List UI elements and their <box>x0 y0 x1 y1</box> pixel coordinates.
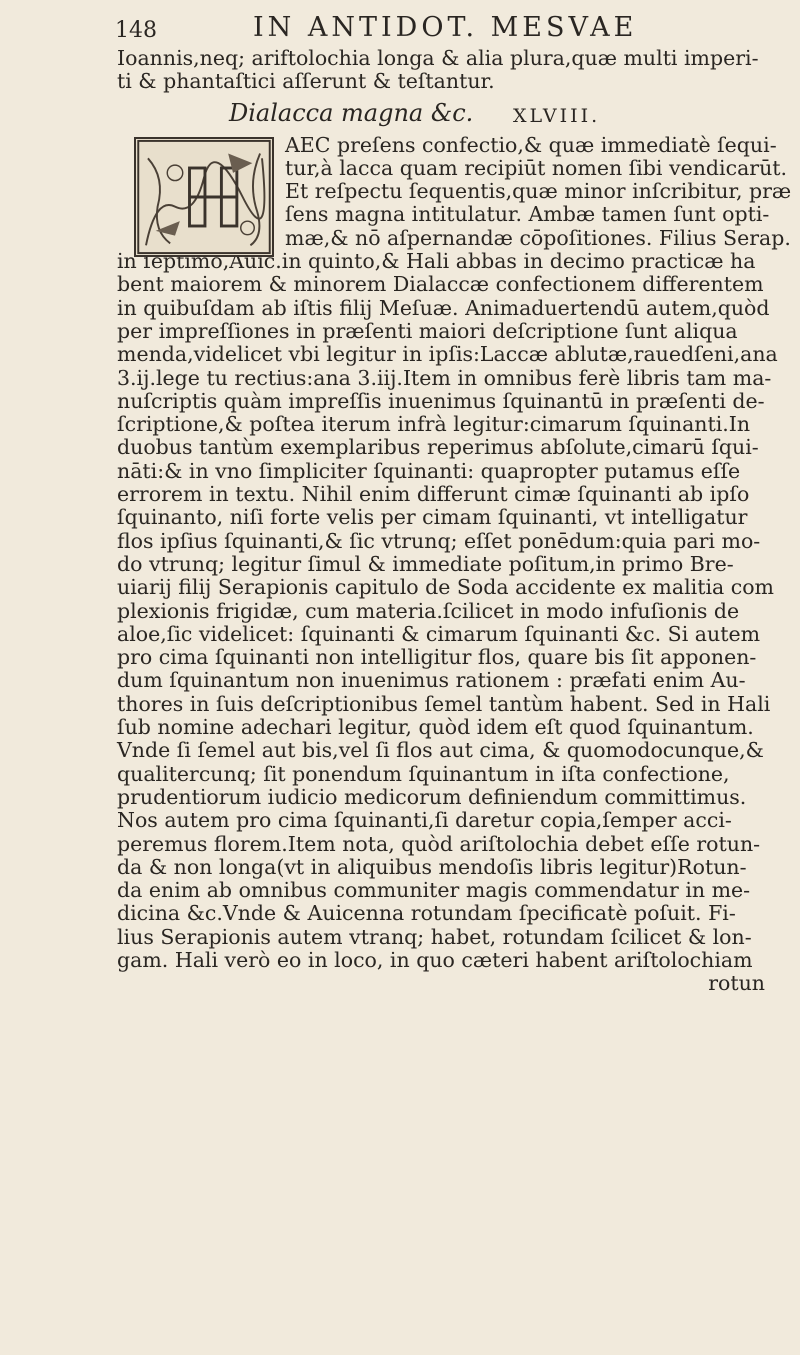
text-line: uiarij filij Serapionis capitulo de Soda accidente ex malitia com <box>117 575 775 600</box>
text-line: do vtrunq; legitur ſimul & immediate poſitum,in primo Bre- <box>117 551 734 576</box>
text-line: Nos autem pro cima ſquinanti,ſi daretur copia,ſemper acci- <box>117 808 732 833</box>
text-line: ſquinanto, niſi forte velis per cimam ſquinanti, vt intelligatur <box>117 505 748 530</box>
text-line: in ſeptimo,Auic.in quinto,& Hali abbas in decimo practicæ ha <box>117 249 756 274</box>
text-line: ſub nomine adechari legitur, quòd idem eſt quod ſquinantum. <box>117 715 754 740</box>
section-title: Dialacca magna &c. <box>229 98 474 127</box>
text-line: Vnde ſi ſemel aut bis,vel ſi flos aut cima, & quomodocunque,& <box>117 738 764 763</box>
text-line: qualitercunq; ſit ponendum ſquinantum in iſta confectione, <box>117 761 730 786</box>
text-line: mæ,& nō aſpernandæ cōpoſitiones. Filius Serap. <box>285 225 791 250</box>
text-line: plexionis frigidæ, cum materia.ſcilicet in modo infuſionis de <box>117 598 740 623</box>
decorated-initial-icon <box>134 137 274 257</box>
folio-number: 148 <box>115 18 157 43</box>
text-line: duobus tantùm exemplaribus reperimus abſolute,cimarū ſqui- <box>117 435 759 460</box>
section-heading <box>117 94 785 134</box>
text-line: bent maiorem & minorem Dialaccæ confectionem differentem <box>117 272 764 297</box>
section-number: XLVIII. <box>513 104 601 127</box>
text-line: gam. Hali verò eo in loco, in quo cæteri habent ariſtolochiam <box>117 947 753 972</box>
page-header <box>115 12 775 46</box>
text-line: 3.ij.lege tu rectius:ana 3.iij.Item in omnibus ferè libris tam ma- <box>117 365 772 390</box>
text-line: thores in ſuis deſcriptionibus ſemel tantùm habent. Sed in Hali <box>117 691 771 716</box>
dropcap-block <box>117 132 792 250</box>
text-line: da & non longa(vt in aliquibus mendoſis libris legitur)Rotun- <box>117 854 747 879</box>
text-line: da enim ab omnibus communiter magis commendatur in me- <box>117 878 751 903</box>
text-line: in quibuſdam ab iſtis filij Meſuæ. Animaduertendū autem,quòd <box>117 295 770 320</box>
text-line: flos ipſius ſquinanti,& ſic vtrunq; eſſet ponēdum:quia pari mo- <box>117 528 761 553</box>
text-line: per impreſſiones in præſenti maiori deſcriptione ſunt aliqua <box>117 318 738 343</box>
text-line: aloe,ſic videlicet: ſquinanti & cimarum ſquinanti &c. Si autem <box>117 621 761 646</box>
text-line: Ioannis,neq; ariftolochia longa & alia plura,quæ multi imperi- <box>117 46 759 70</box>
text-line: nāti:& in vno ſimpliciter ſquinanti: quapropter putamus eſſe <box>117 458 741 483</box>
text-line: peremus florem.Item nota, quòd ariſtolochia debet eſſe rotun- <box>117 831 761 856</box>
text-line: ſens magna intitulatur. Ambæ tamen ſunt opti- <box>285 202 770 227</box>
text-line: Et reſpectu ſequentis,quæ minor inſcribitur, præ <box>285 179 792 204</box>
text-line: nuſcriptis quàm impreſſis inuenimus ſquinantū in præſenti de- <box>117 388 765 413</box>
main-text <box>117 46 792 996</box>
text-line: lius Serapionis autem vtranq; habet, rotundam ſcilicet & lon- <box>117 924 752 949</box>
text-line: AEC preſens confectio,& quæ immediatè ſequi- <box>285 132 777 157</box>
text-line: menda,videlicet vbi legitur in ipſis:Laccæ ablutæ,rauedſeni,ana <box>117 342 778 367</box>
text-line: dum ſquinantum non inuenimus rationem : præfati enim Au- <box>117 668 746 693</box>
text-line: tur,à lacca quam recipiūt nomen ſibi vendicarūt. <box>285 155 788 180</box>
body-paragraph <box>117 250 785 996</box>
text-line: dicina &c.Vnde & Auicenna rotundam ſpecificatè poſuit. Fi- <box>117 901 736 926</box>
text-line: prudentiorum iudicio medicorum definiendum committimus. <box>117 784 747 809</box>
text-line: ſcriptione,& poſtea iterum infrà legitur:cimarum ſquinanti.In <box>117 412 751 437</box>
running-head: IN ANTIDOT. MESVAE <box>253 12 638 43</box>
catchword: rotun <box>708 971 765 996</box>
text-line: ti & phantaſtici aſſerunt & teſtantur. <box>117 69 495 94</box>
text-line: pro cima ſquinanti non intelligitur flos, quare bis ſit apponen- <box>117 645 757 670</box>
text-line: errorem in textu. Nihil enim differunt cimæ ſquinanti ab ipſo <box>117 482 750 507</box>
